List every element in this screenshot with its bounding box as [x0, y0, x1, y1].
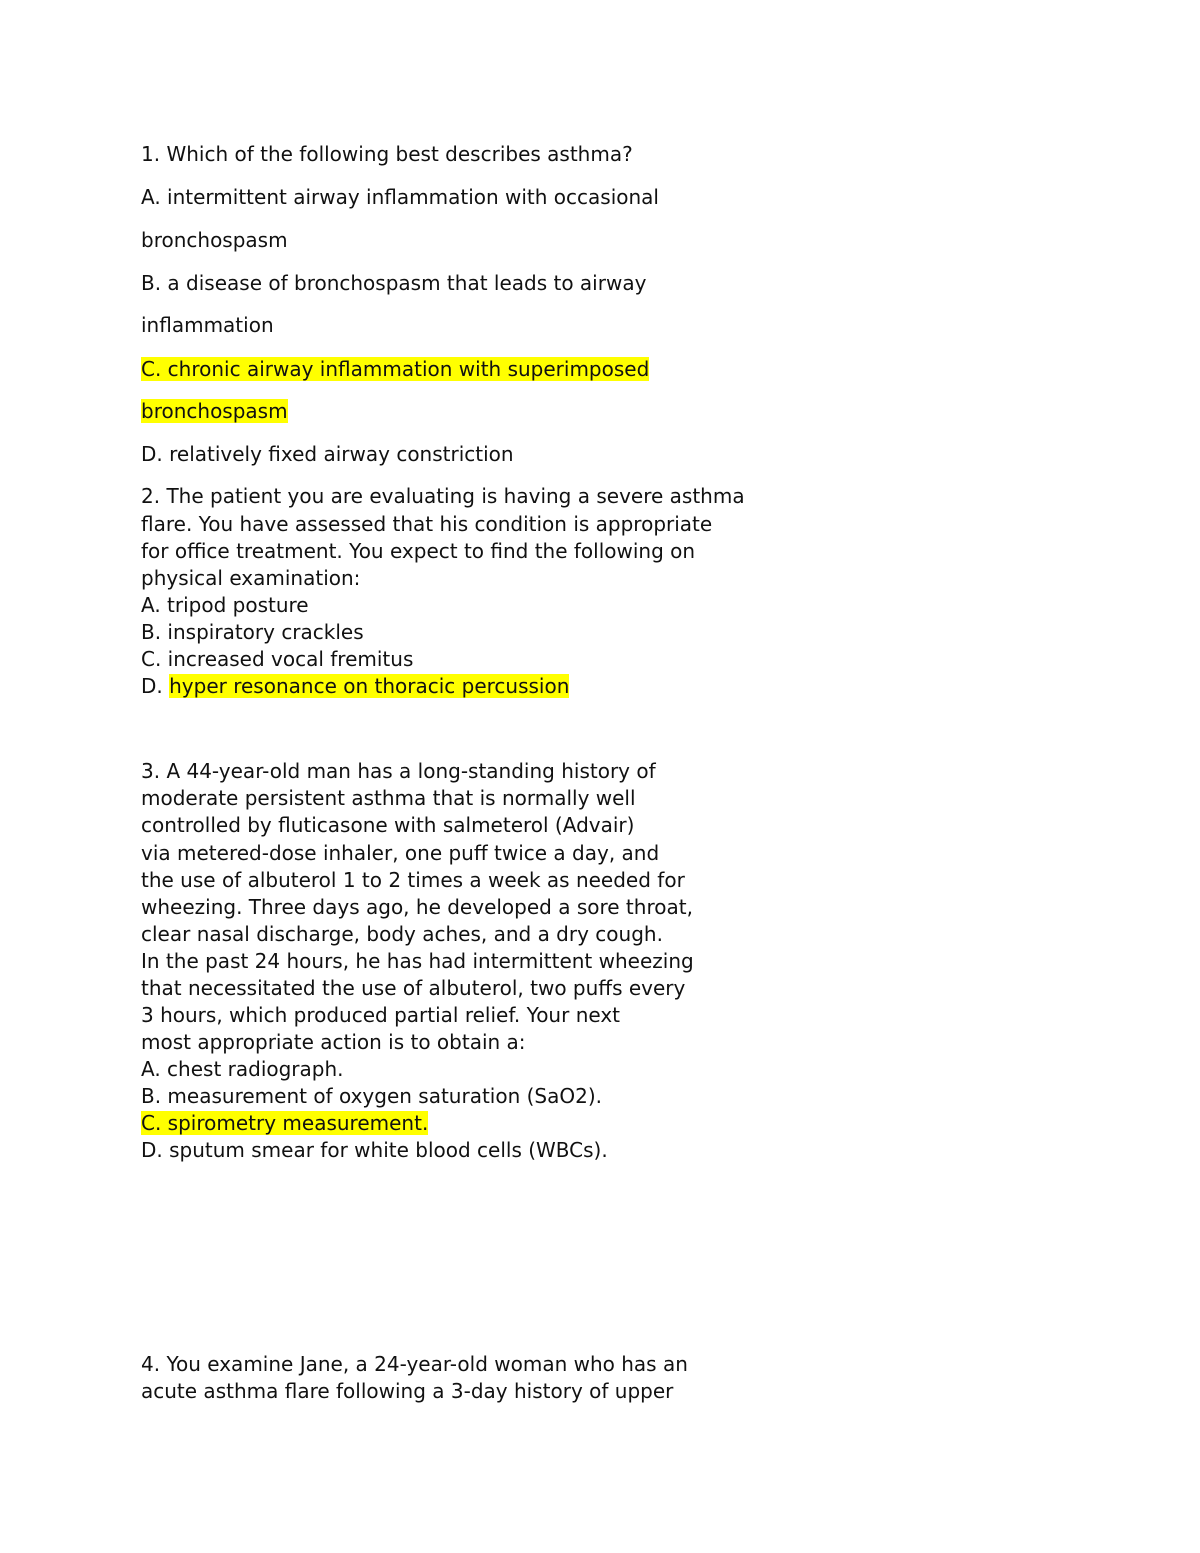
q1-option-a-line1: A. intermittent airway inflammation with occasional	[141, 185, 659, 209]
q2-stem-line4: physical examination:	[141, 566, 361, 590]
q3-stem-line5: the use of albuterol 1 to 2 times a week as needed for	[141, 868, 685, 892]
q3-stem-line4: via metered-dose inhaler, one puff twice a day, and	[141, 841, 660, 865]
q3-option-c	[141, 1111, 428, 1135]
q1-answer-highlight-2: bronchospasm	[141, 399, 288, 423]
q2-option-b: B. inspiratory crackles	[141, 620, 364, 644]
q3-stem-line1: 3. A 44-year-old man has a long-standing history of	[141, 759, 656, 783]
q3-stem-line2: moderate persistent asthma that is normally well	[141, 786, 636, 810]
q1-stem: 1. Which of the following best describes asthma?	[141, 142, 633, 166]
q2-option-d-prefix: D.	[141, 674, 170, 698]
q1-answer-highlight-1: C. chronic airway inflammation with superimposed	[141, 357, 650, 381]
q1-option-d: D. relatively fixed airway constriction	[141, 442, 514, 466]
q1-option-a-line2: bronchospasm	[141, 228, 288, 252]
q2-option-d	[141, 674, 569, 698]
q1-option-c-line2-placeholder: inflammation	[141, 313, 274, 337]
q3-stem-line9: that necessitated the use of albuterol, two puffs every	[141, 976, 686, 1000]
q2-stem-line1: 2. The patient you are evaluating is having a severe asthma	[141, 484, 745, 508]
q3-stem-line3: controlled by fluticasone with salmeterol (Advair)	[141, 813, 635, 837]
q3-option-d: D. sputum smear for white blood cells (WBCs).	[141, 1138, 608, 1162]
q1-option-c-line2	[141, 399, 288, 423]
q3-stem-line7: clear nasal discharge, body aches, and a dry cough.	[141, 922, 663, 946]
q3-stem-line6: wheezing. Three days ago, he developed a sore throat,	[141, 895, 693, 919]
q2-stem-line3: for office treatment. You expect to find the following on	[141, 539, 696, 563]
q3-stem-line11: most appropriate action is to obtain a:	[141, 1030, 526, 1054]
q3-stem-line8: In the past 24 hours, he has had intermittent wheezing	[141, 949, 694, 973]
q1-option-b-line1: B. a disease of bronchospasm that leads to airway	[141, 271, 647, 295]
q3-option-a: A. chest radiograph.	[141, 1057, 344, 1081]
q1-option-c-line1	[141, 357, 649, 381]
q3-option-b: B. measurement of oxygen saturation (SaO2).	[141, 1084, 603, 1108]
q4-stem-line2: acute asthma flare following a 3-day history of upper	[141, 1379, 674, 1403]
q2-option-c: C. increased vocal fremitus	[141, 647, 414, 671]
q2-answer-highlight: hyper resonance on thoracic percussion	[169, 674, 570, 698]
q3-answer-highlight: C. spirometry measurement.	[141, 1111, 429, 1135]
q4-stem-line1: 4. You examine Jane, a 24-year-old woman who has an	[141, 1352, 688, 1376]
q2-option-a: A. tripod posture	[141, 593, 309, 617]
q2-stem-line2: flare. You have assessed that his condition is appropriate	[141, 512, 713, 536]
q3-stem-line10: 3 hours, which produced partial relief. Your next	[141, 1003, 620, 1027]
